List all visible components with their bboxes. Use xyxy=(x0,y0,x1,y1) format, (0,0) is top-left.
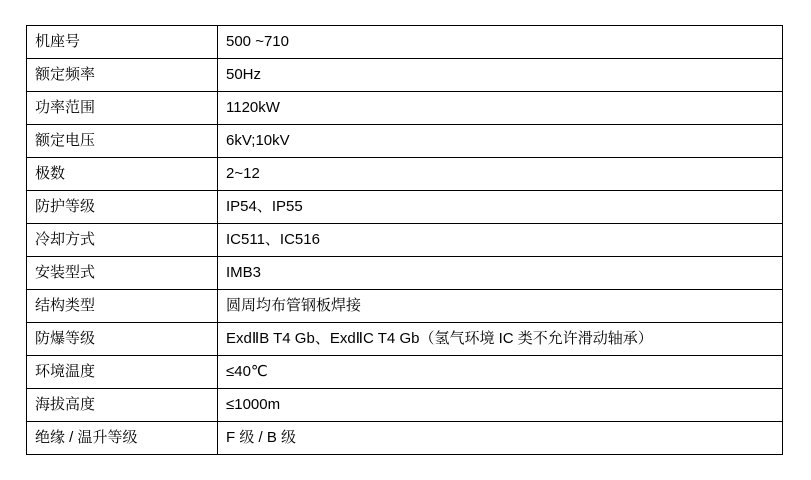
table-row xyxy=(27,191,783,224)
spec-value: IMB3 xyxy=(218,257,783,290)
spec-label: 环境温度 xyxy=(27,356,218,389)
spec-label: 防护等级 xyxy=(27,191,218,224)
spec-label: 绝缘 / 温升等级 xyxy=(27,422,218,455)
spec-label: 额定电压 xyxy=(27,125,218,158)
table-row xyxy=(27,59,783,92)
spec-label: 功率范围 xyxy=(27,92,218,125)
spec-value: 1120kW xyxy=(218,92,783,125)
table-row xyxy=(27,389,783,422)
specification-table-container xyxy=(26,25,750,455)
table-row xyxy=(27,125,783,158)
spec-value: IP54、IP55 xyxy=(218,191,783,224)
spec-value: ExdⅡB T4 Gb、ExdⅡC T4 Gb（氢气环境 IC 类不允许滑动轴承） xyxy=(218,323,783,356)
spec-label: 冷却方式 xyxy=(27,224,218,257)
spec-value: 圆周均布管钢板焊接 xyxy=(218,290,783,323)
spec-label: 海拔高度 xyxy=(27,389,218,422)
spec-value: 50Hz xyxy=(218,59,783,92)
spec-value: ≤40℃ xyxy=(218,356,783,389)
spec-value: IC511、IC516 xyxy=(218,224,783,257)
table-row xyxy=(27,422,783,455)
table-row xyxy=(27,356,783,389)
spec-label: 额定频率 xyxy=(27,59,218,92)
spec-label: 极数 xyxy=(27,158,218,191)
spec-label: 结构类型 xyxy=(27,290,218,323)
table-row xyxy=(27,323,783,356)
spec-label: 机座号 xyxy=(27,26,218,59)
spec-label: 安装型式 xyxy=(27,257,218,290)
table-row xyxy=(27,92,783,125)
spec-value: 500 ~710 xyxy=(218,26,783,59)
table-row xyxy=(27,224,783,257)
table-body xyxy=(27,26,783,455)
specification-table xyxy=(26,25,783,455)
spec-value: ≤1000m xyxy=(218,389,783,422)
table-row xyxy=(27,26,783,59)
spec-label: 防爆等级 xyxy=(27,323,218,356)
spec-value: F 级 / B 级 xyxy=(218,422,783,455)
table-row xyxy=(27,158,783,191)
table-row xyxy=(27,290,783,323)
spec-value: 6kV;10kV xyxy=(218,125,783,158)
spec-value: 2~12 xyxy=(218,158,783,191)
table-row xyxy=(27,257,783,290)
